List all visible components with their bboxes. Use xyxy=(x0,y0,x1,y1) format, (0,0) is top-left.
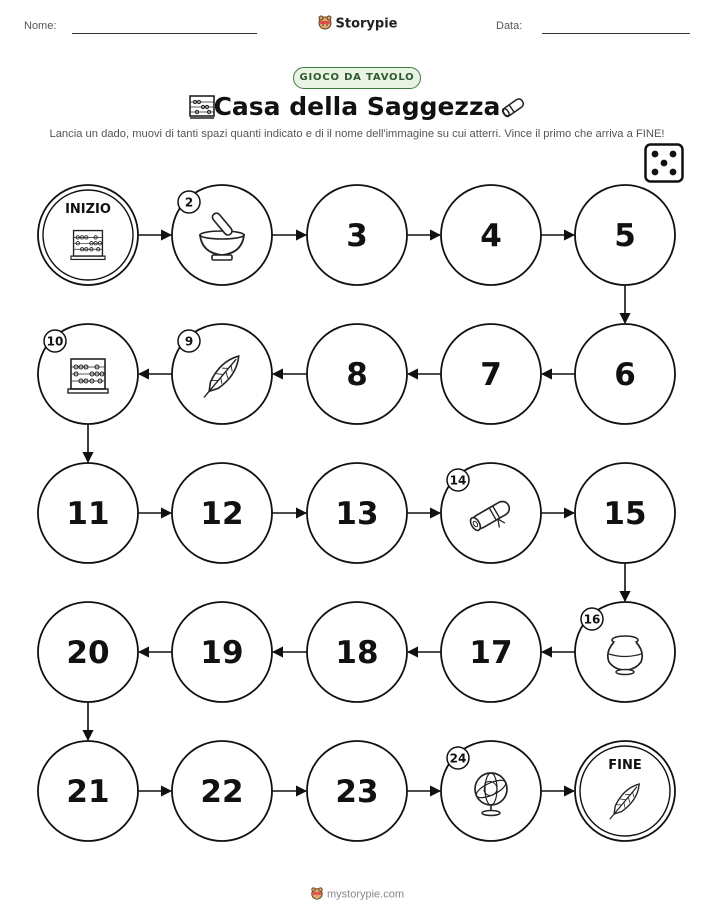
space-number: 4 xyxy=(480,218,502,254)
space-start xyxy=(38,185,138,285)
space-label: FINE xyxy=(608,758,642,773)
space-4 xyxy=(441,185,541,285)
space-number: 2 xyxy=(184,195,194,210)
page-title: Casa della Saggezza xyxy=(213,92,501,121)
space-number: 20 xyxy=(66,635,110,671)
space-number: 15 xyxy=(603,496,647,532)
space-circle xyxy=(38,185,138,285)
instructions: Lancia un dado, muovi di tanti spazi quanti indicato e di il nome dell'immagine su cui atterri. Vince il primo che arriva a FINE! xyxy=(49,128,665,140)
space-20 xyxy=(38,602,138,702)
space-9 xyxy=(172,324,272,424)
space-circle xyxy=(575,741,675,841)
space-number: 14 xyxy=(449,473,467,488)
footer-url: mystorypie.com xyxy=(326,888,405,901)
space-finish xyxy=(575,741,675,841)
space-24 xyxy=(441,741,541,841)
space-16 xyxy=(575,602,675,702)
space-number: 18 xyxy=(335,635,379,671)
space-17 xyxy=(441,602,541,702)
space-label: INIZIO xyxy=(65,202,111,217)
space-7 xyxy=(441,324,541,424)
space-18 xyxy=(307,602,407,702)
space-number: 3 xyxy=(346,218,368,254)
storypie-logo-icon xyxy=(310,886,324,903)
space-number: 12 xyxy=(200,496,244,532)
space-21 xyxy=(38,741,138,841)
space-number: 17 xyxy=(469,635,513,671)
space-12 xyxy=(172,463,272,563)
space-number: 16 xyxy=(583,612,601,627)
space-13 xyxy=(307,463,407,563)
space-23 xyxy=(307,741,407,841)
space-19 xyxy=(172,602,272,702)
space-2 xyxy=(172,185,272,285)
space-number: 21 xyxy=(66,774,110,810)
name-label: Nome: xyxy=(24,20,57,32)
space-number: 9 xyxy=(184,334,194,349)
space-number: 22 xyxy=(200,774,244,810)
brand-name: Storypie xyxy=(335,16,398,32)
space-number: 11 xyxy=(66,496,110,532)
space-number: 24 xyxy=(449,751,467,766)
space-number: 10 xyxy=(46,334,64,349)
space-10 xyxy=(38,324,138,424)
category-badge: GIOCO DA TAVOLO xyxy=(293,67,421,89)
space-15 xyxy=(575,463,675,563)
space-6 xyxy=(575,324,675,424)
space-number: 5 xyxy=(614,218,636,254)
space-number: 13 xyxy=(335,496,379,532)
space-11 xyxy=(38,463,138,563)
space-number: 6 xyxy=(614,357,636,393)
space-5 xyxy=(575,185,675,285)
space-number: 8 xyxy=(346,357,368,393)
space-number: 23 xyxy=(335,774,379,810)
space-number: 7 xyxy=(480,357,502,393)
space-3 xyxy=(307,185,407,285)
space-14 xyxy=(441,463,541,563)
space-number: 19 xyxy=(200,635,244,671)
footer xyxy=(0,886,714,903)
space-22 xyxy=(172,741,272,841)
date-label: Data: xyxy=(496,20,523,32)
space-8 xyxy=(307,324,407,424)
